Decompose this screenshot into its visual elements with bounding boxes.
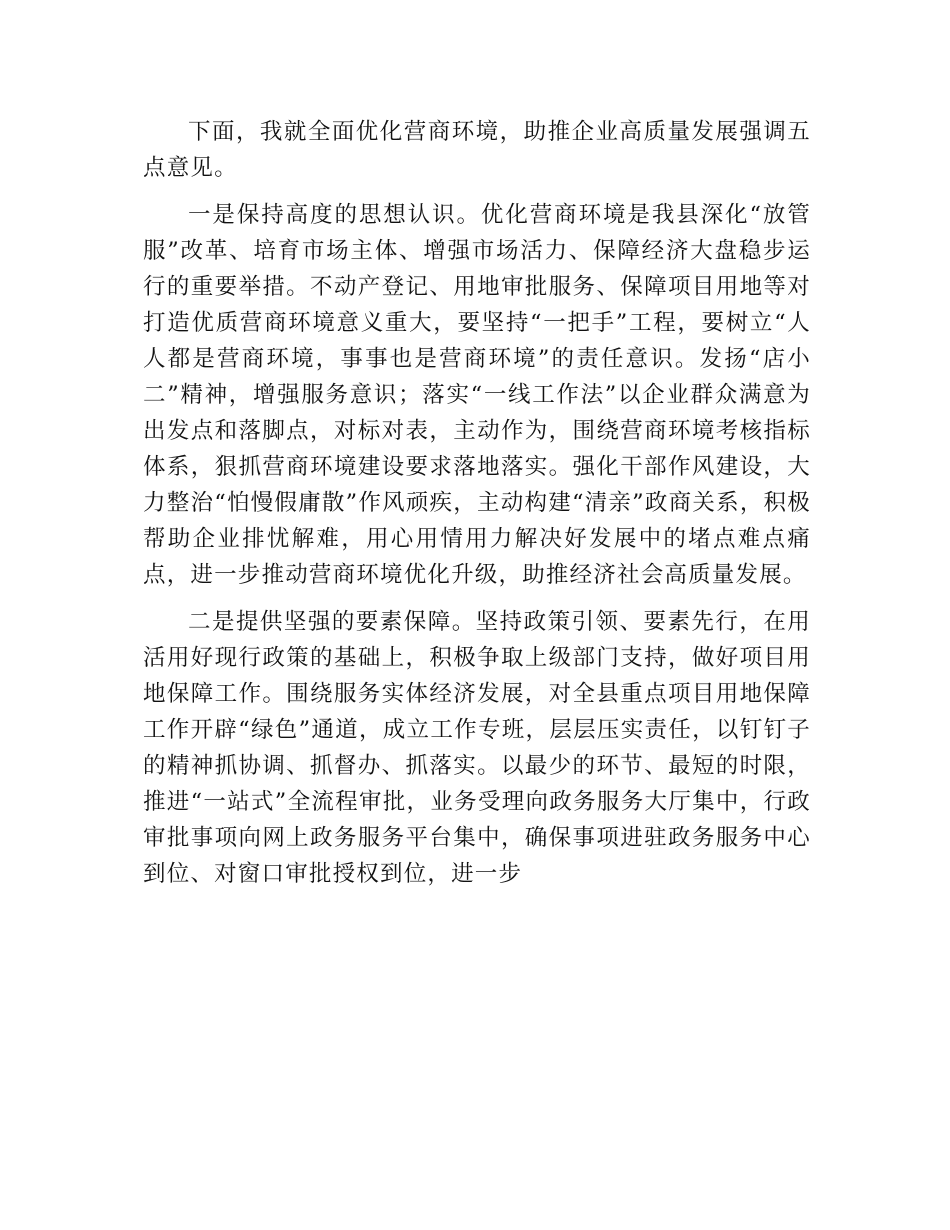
- paragraph-intro: 下面，我就全面优化营商环境，助推企业高质量发展强调五点意见。: [143, 119, 811, 181]
- paragraph-point-two: 二是提供坚强的要素保障。坚持政策引领、要素先行，在用活用好现行政策的基础上，积极争取上级部门支持，做好项目用地保障工作。围绕服务实体经济发展，对全县重点项目用地保障工作开辟“绿色”通道，成立工作专班，层层压实责任，以钉钉子的精神抓协调、抓督办、抓落实。以最少的环节、最短的时限，推进“一站式”全流程审批，业务受理向政务服务大厅集中，行政审批事项向网上政务服务平台集中，确保事项进驻政务服务中心到位、对窗口审批授权到位，进一步: [143, 609, 811, 887]
- paragraph-point-one: 一是保持高度的思想认识。优化营商环境是我县深化“放管服”改革、培育市场主体、增强市场活力、保障经济大盘稳步运行的重要举措。不动产登记、用地审批服务、保障项目用地等对打造优质营商环境意义重大，要坚持“一把手”工程，要树立“人人都是营商环境，事事也是营商环境”的责任意识。发扬“店小二”精神，增强服务意识；落实“一线工作法”以企业群众满意为出发点和落脚点，对标对表，主动作为，围绕营商环境考核指标体系，狠抓营商环境建设要求落地落实。强化干部作风建设，大力整治“怕慢假庸散”作风顽疾，主动构建“清亲”政商关系，积极帮助企业排忧解难，用心用情用力解决好发展中的堵点难点痛点，进一步推动营商环境优化升级，助推经济社会高质量发展。: [143, 202, 811, 588]
- document-body: [143, 114, 811, 903]
